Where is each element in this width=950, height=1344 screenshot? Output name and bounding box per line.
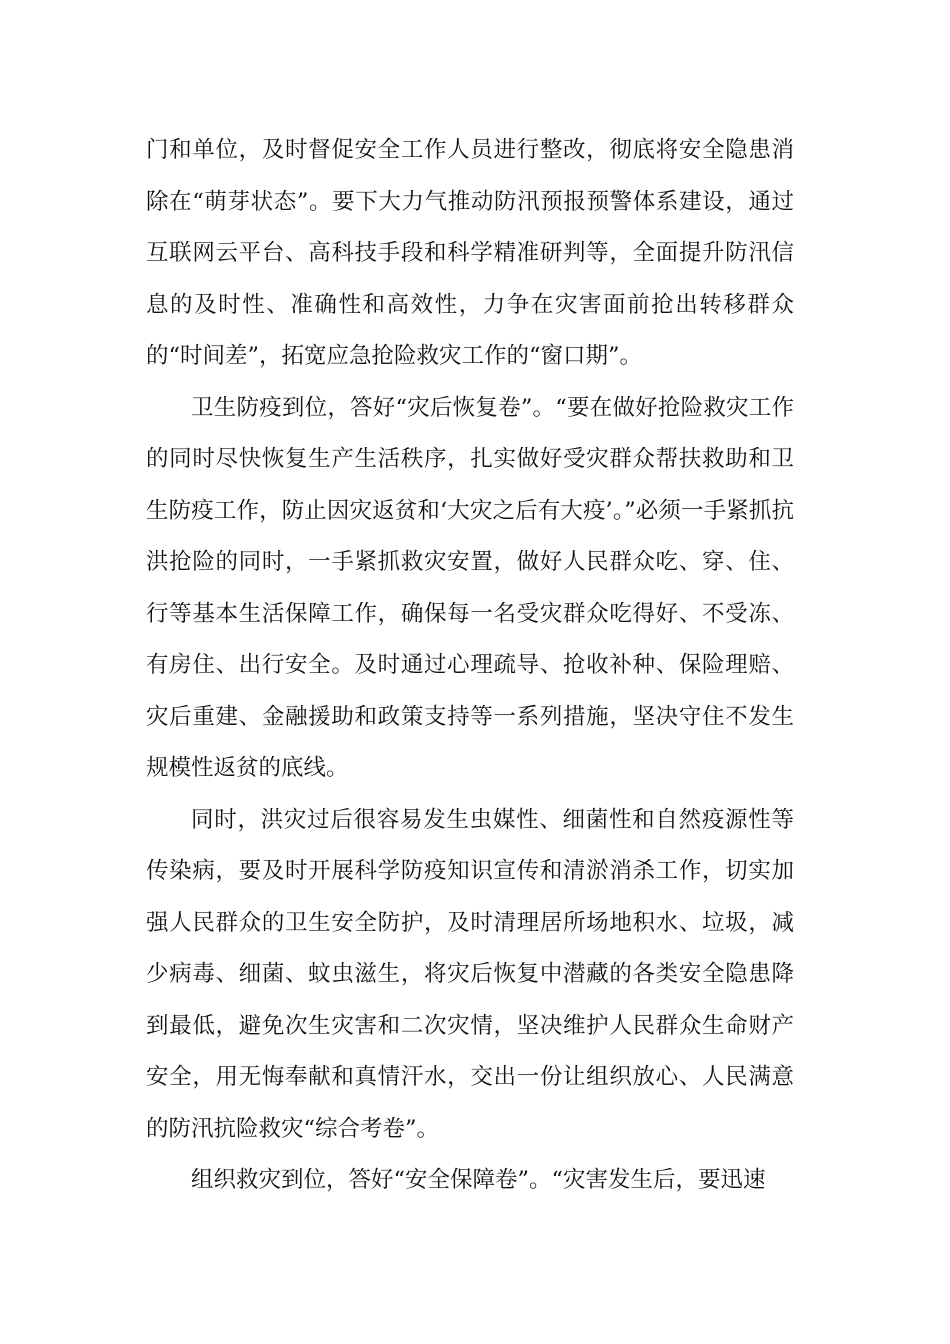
paragraph-continued: 门和单位，及时督促安全工作人员进行整改，彻底将安全隐患消除在“萌芽状态”。要下大力气推动防汛预报预警体系建设，通过互联网云平台、高科技手段和科学精准研判等，全面提升防汛信息的及时性、准确性和高效性，力争在灾害面前抢出转移群众的“时间差”，拓宽应急抢险救灾工作的“窗口期”。 [146, 137, 794, 369]
document-body [146, 125, 794, 1207]
paragraph-post-flood-disease: 同时，洪灾过后很容易发生虫媒性、细菌性和自然疫源性等传染病，要及时开展科学防疫知识宣传和清淤消杀工作，切实加强人民群众的卫生安全防护，及时清理居所场地积水、垃圾，减少病毒、细菌、蚊虫滋生，将灾后恢复中潜藏的各类安全隐患降到最低，避免次生灾害和二次灾情，坚决维护人民群众生命财产安全，用无悔奉献和真情汗水，交出一份让组织放心、人民满意的防汛抗险救灾“综合考卷”。 [146, 806, 794, 1142]
paragraph-epidemic-prevention: 卫生防疫到位，答好“灾后恢复卷”。“要在做好抢险救灾工作的同时尽快恢复生产生活秩序，扎实做好受灾群众帮扶救助和卫生防疫工作，防止因灾返贫和‘大灾之后有大疫’。”必须一手紧抓抗洪抢险的同时，一手紧抓救灾安置，做好人民群众吃、穿、住、行等基本生活保障工作，确保每一名受灾群众吃得好、不受冻、有房住、出行安全。及时通过心理疏导、抢收补种、保险理赔、灾后重建、金融援助和政策支持等一系列措施，坚决守住不发生规模性返贫的底线。 [146, 394, 794, 781]
paragraph-organized-relief: 组织救灾到位，答好“安全保障卷”。“灾害发生后，要迅速 [191, 1167, 766, 1193]
